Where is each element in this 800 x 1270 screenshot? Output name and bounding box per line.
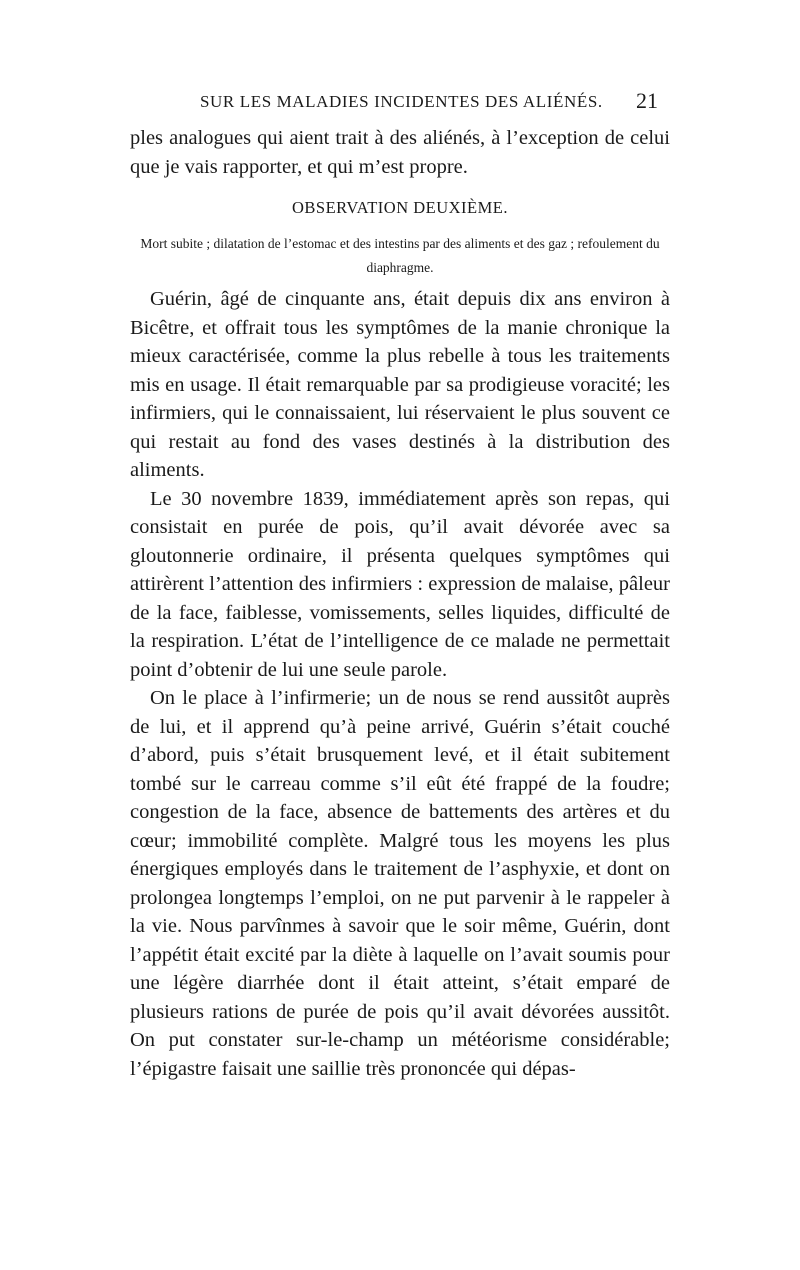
observation-title: OBSERVATION DEUXIÈME. bbox=[291, 198, 509, 217]
observation-subtitle: Mort subite ; dilatation de l’estomac et des intestins par des aliments et des gaz ; refoulement du diaphragme. bbox=[140, 236, 660, 275]
main-text bbox=[130, 285, 670, 1083]
paragraph: Guérin, âgé de cinquante ans, était depuis dix ans environ à Bicêtre, et offrait tous les symptômes de la manie chronique la mieux caractérisée, comme la plus rebelle à tous les traitements mis en usage. Il était remarquable par sa prodigieuse voracité; les infirmiers, qui le connaissaient, lui réservaient le plus souvent ce qui restait au fond des vases destinés à la distribution des aliments. bbox=[130, 288, 670, 481]
paragraph: Le 30 novembre 1839, immédiatement après son repas, qui consistait en purée de pois, qu’il avait dévorée avec sa gloutonnerie ordinaire, il présenta quelques symptômes qui attirèrent l’attention des infirmiers : expression de malaise, pâleur de la face, faiblesse, vomissements, selles liquides, difficulté de la respiration. L’état de l’intelligence de ce malade ne permettait point d’obtenir de lui une seule parole. bbox=[130, 487, 670, 681]
intro-paragraph: ples analogues qui aient trait à des aliénés, à l’exception de celui que je vais rapporter, et qui m’est propre. bbox=[130, 127, 670, 178]
running-head bbox=[130, 90, 658, 118]
running-title: SUR LES MALADIES INCIDENTES DES ALIÉNÉS. bbox=[200, 92, 603, 111]
intro-text bbox=[130, 124, 670, 181]
paragraph: On le place à l’infirmerie; un de nous se rend aussitôt auprès de lui, et il apprend qu’à peine arrivé, Guérin s’était couché d’abord, puis s’était brusquement levé, et il était subitement tombé sur le carreau comme s’il eût été frappé de la foudre; congestion de la face, absence de battements des artères et du cœur; immobilité complète. Malgré tous les moyens les plus énergiques employés dans le traitement de l’asphyxie, et dont on prolongea longtemps l’emploi, on ne put parvenir à le rappeler à la vie. Nous parvînmes à savoir que le soir même, Guérin, dont l’appétit était excité par la diète à laquelle on l’avait soumis pour une légère diarrhée dont il était atteint, s’était emparé de plusieurs rations de purée de pois qu’il avait dévorées aussitôt. On put constater sur-le-champ un météorisme considérable; l’épigastre faisait une saillie très prononcée qui dépas- bbox=[130, 687, 670, 1080]
page-number: 21 bbox=[636, 88, 658, 113]
